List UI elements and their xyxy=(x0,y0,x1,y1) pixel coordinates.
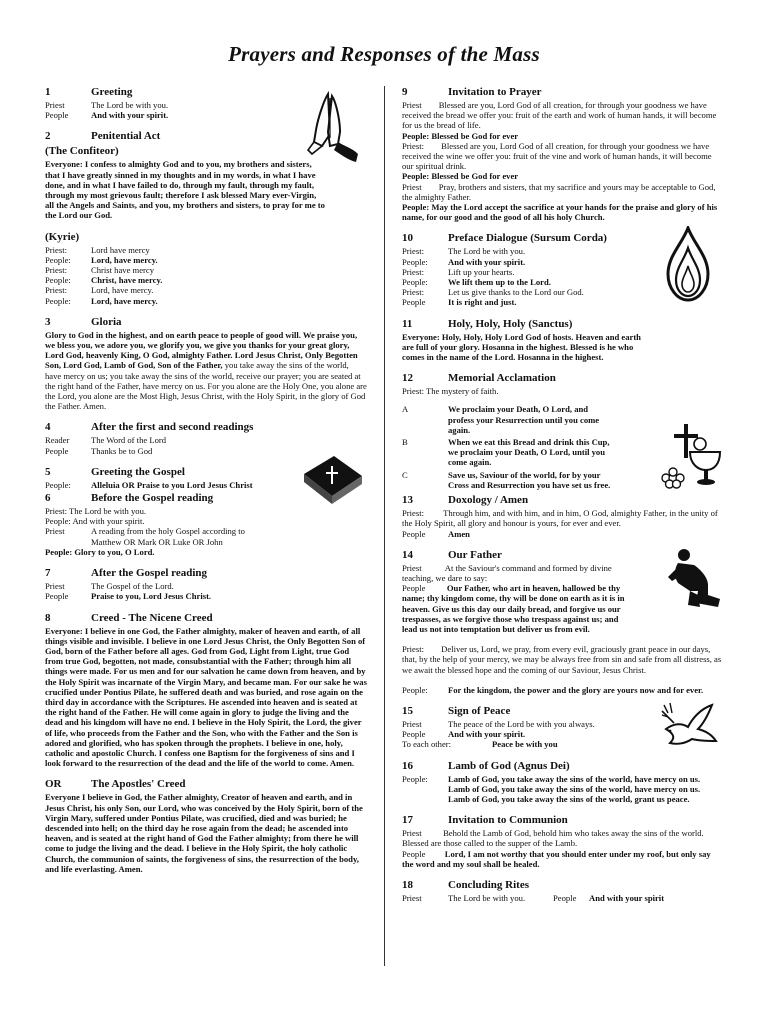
line-text: Lamb of God, you take away the sins of the world, grant us peace. xyxy=(448,793,690,804)
speaker: Priest xyxy=(402,562,422,573)
section-number: OR xyxy=(45,778,62,791)
section-heading: Holy, Holy, Holy (Sanctus) xyxy=(448,317,573,330)
line-text: People: Blessed be God for ever xyxy=(402,130,519,141)
line-text: People: Glory to you, O Lord. xyxy=(45,546,155,557)
speaker: People xyxy=(402,297,426,308)
section-number: 4 xyxy=(45,421,51,434)
section-number: 3 xyxy=(45,315,51,328)
line-text: A reading from the holy Gospel according to xyxy=(91,526,245,537)
option-letter: A xyxy=(402,404,409,415)
speaker: Priest: xyxy=(402,266,424,277)
line-text: Amen xyxy=(448,528,470,539)
section-number: 14 xyxy=(402,548,413,561)
section-heading: Greeting the Gospel xyxy=(91,465,185,478)
section-readings xyxy=(45,421,367,455)
dove-icon xyxy=(660,701,718,751)
sanctus-text: Everyone: Holy, Holy, Holy Lord God of hosts. Heaven and earth are full of your glory. Hosanna in the highest. Blessed is he who comes in the name of the Lord. Hosanna in the highest. xyxy=(402,331,641,363)
speaker: Priest: xyxy=(402,287,424,298)
speaker: People xyxy=(402,729,426,740)
line-text: It is right and just. xyxy=(448,297,517,308)
section-heading: Our Father xyxy=(448,548,502,561)
section-heading: Doxology / Amen xyxy=(448,494,529,507)
confiteor-text: Everyone: I confess to almighty God and to you, my brothers and sisters, that I have greatly sinned in my thoughts and in my words, in what I have done, and in what I have failed to do, through my fault, through my fault, through my most grievous fault; therefore I ask blessed Mary ever-Virgin, all the Angels and Saints, and you, my brothers and sisters, to pray for me to the Lord our God. xyxy=(45,159,325,221)
section-concluding-rites xyxy=(402,879,724,903)
line-text: People: May the Lord accept the sacrifice at your hands for the praise and glory of his name, for our good and the good of all his holy Church. xyxy=(402,202,718,223)
line-text: Lift up your hearts. xyxy=(448,266,515,277)
line-text: Matthew OR Mark OR Luke OR John xyxy=(91,536,223,547)
line-text: Praise to you, Lord Jesus Christ. xyxy=(91,591,212,602)
section-heading: Lamb of God (Agnus Dei) xyxy=(448,759,570,772)
speaker: People xyxy=(402,528,426,539)
speaker: To each other: xyxy=(402,739,452,750)
speaker: People: xyxy=(45,479,71,490)
line-text: Christ have mercy xyxy=(91,265,155,276)
section-sign-of-peace xyxy=(402,705,724,750)
section-number: 7 xyxy=(45,567,51,580)
section-number: 18 xyxy=(402,878,413,891)
creed-text: Everyone I believe in God, the Father almighty, Creator of heaven and earth, and in Jesus Christ, his only Son, our Lord, who was conceived by the Holy Spirit, born of the Virgin Mary, suffered under Pontius Pilate, was crucified, died and was buried; he descended into hell; on the third day he rose again from the dead; he ascended into heaven, and is seated at the right hand of God the Father almighty; from there he will come to judge the living and the dead. I believe in the Holy Spirit, the holy catholic Church, the communion of saints, the forgiveness of sins, the resurrection of the body, and life everlasting. Amen. xyxy=(45,792,363,874)
section-number: 16 xyxy=(402,759,413,772)
line-text: The Lord be with you. xyxy=(448,246,526,257)
section-number: 11 xyxy=(402,317,413,330)
speaker: People: xyxy=(45,295,71,306)
speaker: People xyxy=(45,591,69,602)
speaker: Priest xyxy=(45,100,65,110)
line-text: Save us, Saviour of the world, for by your Cross and Resurrection you have set us free. xyxy=(448,469,611,490)
page-title: Prayers and Responses of the Mass xyxy=(228,42,540,66)
line-text: The Lord be with you. xyxy=(448,892,526,903)
section-kyrie xyxy=(45,231,367,306)
line-text: Priest: The Lord be with you. xyxy=(45,506,147,517)
line-text: Blessed are you, Lord God of all creation, for through your goodness we have received the wine we offer you: fruit of the vine and work of human hands, it will become our spiritual drink. xyxy=(402,140,712,172)
speaker: Priest: xyxy=(402,246,424,257)
speaker: Priest xyxy=(402,828,422,839)
gloria-bold-text: Glory to God in the highest, and on earth peace to people of good will. We praise you, we bless you, we adore you, we glorify you, we give you thanks for your great glory, Lord God, heavenly King, O God, almighty Father. Lord Jesus Christ, Only Begotten Son, Lord God, Lamb of God, Son of the Father, xyxy=(45,329,358,371)
section-heading: Creed - The Nicene Creed xyxy=(91,611,213,624)
line-text: Blessed are you, Lord God of all creation, for through your goodness we have received the bread we offer you: fruit of the earth and work of human hands, it will become for us the bread of life. xyxy=(402,100,717,131)
option-letter: C xyxy=(402,469,408,480)
line-text: People: And with your spirit. xyxy=(45,516,145,527)
section-penitential-act xyxy=(45,130,367,220)
section-gloria xyxy=(45,316,367,412)
line-text: Peace be with you xyxy=(492,739,558,750)
line-text: And with your spirit xyxy=(589,892,665,903)
section-heading: Gloria xyxy=(91,315,122,328)
section-invitation-prayer xyxy=(402,86,724,222)
section-heading: Before the Gospel reading xyxy=(91,492,214,505)
line-text: Lord, have mercy. xyxy=(91,295,158,306)
gloria-text: you take away the sins of the world, have mercy on us; you take away the sins of the world, receive our prayer; you are seated at the right hand of the Father, have mercy on us. For you alone are the Holy One, you alone are the Lord, you alone are the Most High, Jesus Christ, with the Holy Spirit, in the glory of God the Father. Amen. xyxy=(45,360,367,412)
line-text: And with your spirit. xyxy=(448,729,526,740)
line-text: Thanks be to God xyxy=(91,445,153,456)
section-invitation-communion xyxy=(402,814,724,869)
line-text: Lord, I am not worthy that you should enter under my roof, but only say the word and my soul shall be healed. xyxy=(402,848,711,869)
line-text: And with your spirit. xyxy=(448,256,526,267)
line-text: Our Father, who art in heaven, hallowed be thy name; thy kingdom come, thy will be done on earth as it is in heaven. Give us this day our daily bread, and forgive us our trespasses, as we forgive those who trespass against us; and lead us not into temptation but deliver us from evil. xyxy=(402,583,625,634)
speaker: Priest xyxy=(402,892,422,903)
line-text: Alleluia OR Praise to you Lord Jesus Christ xyxy=(91,479,253,490)
line-text: The Lord be with you. xyxy=(91,100,169,110)
speaker: Priest: xyxy=(402,508,424,519)
section-greeting xyxy=(45,86,367,120)
section-heading: Invitation to Prayer xyxy=(448,86,542,98)
line-text: Lamb of God, you take away the sins of the world, have mercy on us. xyxy=(448,773,701,784)
line-text: Lord, have mercy. xyxy=(91,254,158,265)
speaker: Priest: xyxy=(45,265,67,276)
speaker: Priest: xyxy=(45,244,67,255)
creed-text: Everyone: I believe in one God, the Father almighty, maker of heaven and earth, of all things visible and invisible. I believe in one Lord Jesus Christ, the Only Begotten Son of God, born of the Father before all ages. God from God, Light from Light, true God from true God, begotten, not made, consubstantial with the Father; through him all things were made. For us men and for our salvation he came down from heaven, and by the Holy Spirit was incarnate of the Virgin Mary, and became man. For our sake he was crucified under Pontius Pilate, he suffered death and was buried, and rose again on the third day in accordance with the Scriptures. He ascended into heaven and is seated at the right hand of the Father. He will come again in glory to judge the living and the dead and his kingdom will have no end. I believe in the Holy Spirit, the Lord, the giver of life, who proceeds from the Father and the Son, who with the Father and the Son is adored and glorified, who has spoken through the prophets. I believe in one, holy, catholic and apostolic Church. I confess one Baptism for the forgiveness of sins and I look forward to the resurrection of the dead and the life of the world to come. Amen. xyxy=(45,625,367,769)
line-text: For the kingdom, the power and the glory are yours now and for ever. xyxy=(448,684,704,695)
line-text: Behold the Lamb of God, behold him who takes away the sins of the world. Blessed are those called to the supper of the Lamb. xyxy=(402,828,704,849)
speaker: People xyxy=(553,892,577,903)
section-heading: The Apostles' Creed xyxy=(91,778,186,791)
section-number: 5 xyxy=(45,465,51,478)
section-doxology xyxy=(402,494,724,539)
section-heading: Penitential Act xyxy=(91,130,161,143)
chalice-cross-icon xyxy=(660,422,722,492)
section-heading: Sign of Peace xyxy=(448,704,511,717)
section-our-father xyxy=(402,549,724,695)
speaker: Priest xyxy=(45,581,65,592)
kneeling-figure-icon xyxy=(664,547,724,611)
line-text: Through him, and with him, and in him, O God, almighty Father, in the unity of the Holy Spirit, all glory and honour is yours, for ever and ever. xyxy=(402,508,718,529)
section-heading: Preface Dialogue (Sursum Corda) xyxy=(448,232,607,245)
line-text: Deliver us, Lord, we pray, from every evil, graciously grant peace in our days, that, by the help of your mercy, we may be always free from sin and safe from all distress, as we await the blessed hope and the coming of our Saviour, Jesus Christ. xyxy=(402,644,722,675)
section-number: 6 xyxy=(45,492,51,505)
flame-icon xyxy=(664,226,712,302)
section-number: 17 xyxy=(402,814,413,827)
line-text: We lift them up to the Lord. xyxy=(448,277,551,288)
line-text: Pray, brothers and sisters, that my sacrifice and yours may be acceptable to God, the almighty Father. xyxy=(402,181,716,202)
section-nicene-creed xyxy=(45,612,367,769)
line-text: The Gospel of the Lord. xyxy=(91,581,174,592)
speaker: Reader xyxy=(45,435,70,446)
section-number: 12 xyxy=(402,372,413,385)
line-text: Priest: The mystery of faith. xyxy=(402,386,499,397)
right-column xyxy=(402,86,724,913)
section-number: 15 xyxy=(402,704,413,717)
section-subheading: (Kyrie) xyxy=(45,230,80,243)
section-memorial-acclamation xyxy=(402,372,724,490)
speaker: People: xyxy=(45,275,71,286)
line-text: And with your spirit. xyxy=(91,110,169,121)
line-text: Lord have mercy xyxy=(91,244,150,255)
speaker: Priest: xyxy=(402,140,424,151)
line-text: Lamb of God, you take away the sins of the world, have mercy on us. xyxy=(448,783,701,794)
section-number: 1 xyxy=(45,86,51,98)
speaker: Priest xyxy=(402,181,422,192)
speaker: People: xyxy=(402,684,428,695)
section-greeting-gospel xyxy=(45,466,367,490)
section-heading: Greeting xyxy=(91,86,133,98)
section-before-gospel xyxy=(45,492,367,557)
section-heading: After the Gospel reading xyxy=(91,567,207,580)
section-number: 9 xyxy=(402,86,408,98)
section-agnus-dei xyxy=(402,760,724,805)
section-apostles-creed xyxy=(45,778,367,874)
column-divider xyxy=(384,86,385,966)
line-text: When we eat this Bread and drink this Cup, we proclaim your Death, O Lord, until you come again. xyxy=(448,437,610,468)
line-text: At the Saviour's command and formed by divine teaching, we dare to say: xyxy=(402,562,612,583)
line-text: Christ, have mercy. xyxy=(91,275,163,286)
left-column xyxy=(45,86,367,884)
line-text: Lord, have mercy. xyxy=(91,285,154,296)
section-heading: Invitation to Communion xyxy=(448,814,568,827)
speaker: Priest xyxy=(402,718,422,729)
line-text: Let us give thanks to the Lord our God. xyxy=(448,287,584,298)
speaker: People xyxy=(45,445,69,456)
speaker: People: xyxy=(402,773,428,784)
section-heading: After the first and second readings xyxy=(91,421,254,434)
speaker: People xyxy=(45,110,69,121)
section-sanctus xyxy=(402,318,724,363)
speaker: Priest: xyxy=(402,644,424,655)
section-after-gospel xyxy=(45,567,367,601)
section-preface-dialogue xyxy=(402,232,724,307)
speaker: Priest: xyxy=(45,285,67,296)
speaker: Priest xyxy=(45,526,65,537)
speaker: People: xyxy=(402,256,428,267)
section-number: 2 xyxy=(45,130,51,143)
section-subheading: (The Confiteor) xyxy=(45,145,119,158)
section-heading: Concluding Rites xyxy=(448,878,529,891)
section-number: 13 xyxy=(402,494,413,507)
speaker: Priest xyxy=(402,100,422,110)
line-text: The Word of the Lord xyxy=(91,435,167,446)
speaker: People xyxy=(402,583,426,594)
section-number: 8 xyxy=(45,611,51,624)
line-text: We proclaim your Death, O Lord, and profess your Resurrection until you come again. xyxy=(448,404,600,435)
speaker: People: xyxy=(402,277,428,288)
speaker: People: xyxy=(45,254,71,265)
line-text: People: Blessed be God for ever xyxy=(402,171,519,182)
section-heading: Memorial Acclamation xyxy=(448,372,556,385)
option-letter: B xyxy=(402,437,408,448)
speaker: People xyxy=(402,848,426,859)
section-number: 10 xyxy=(402,232,413,245)
line-text: The peace of the Lord be with you always. xyxy=(448,718,595,729)
